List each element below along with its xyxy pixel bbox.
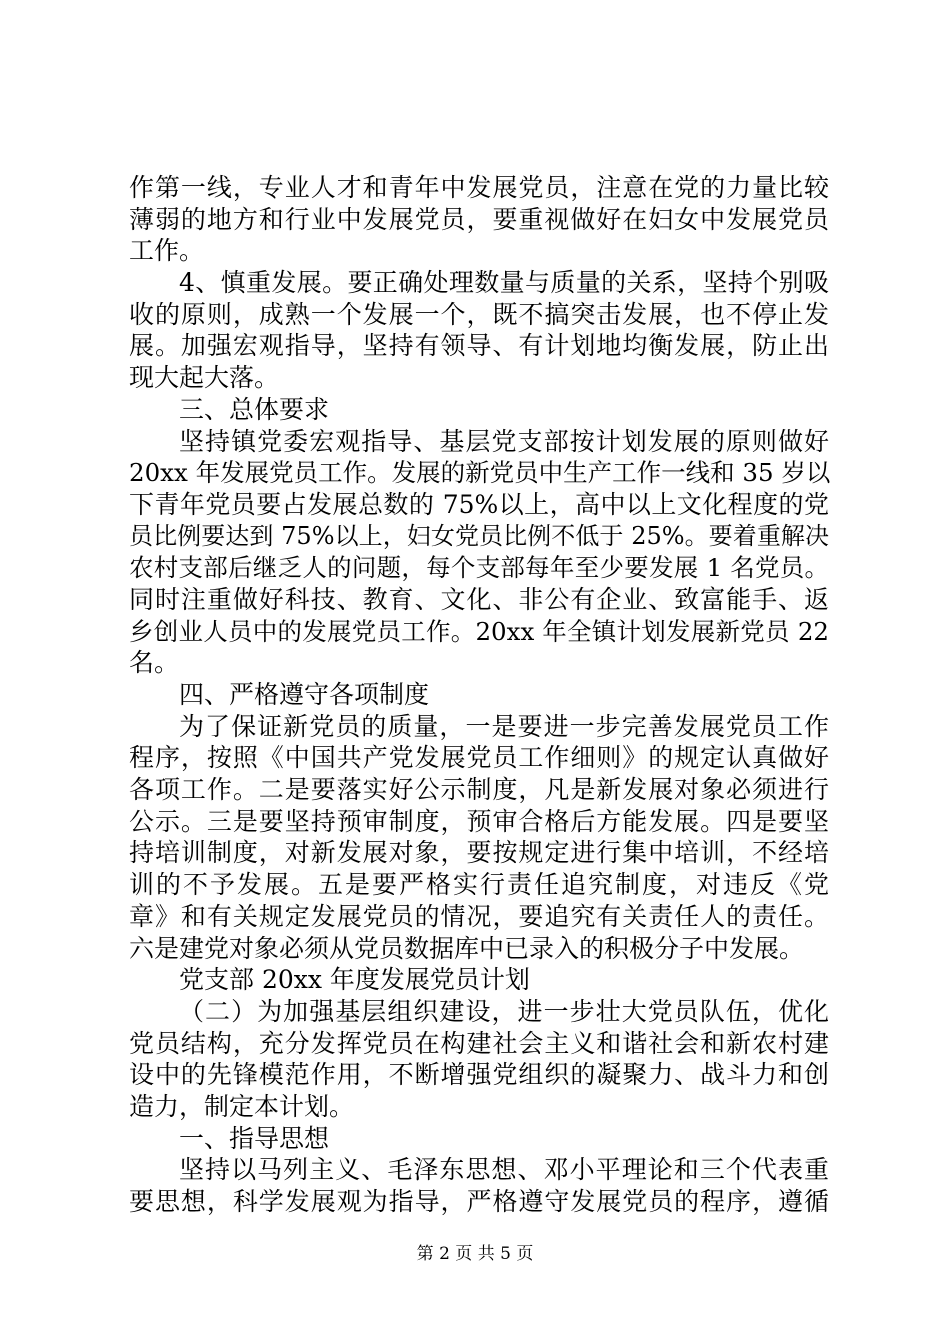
text-line: 党员结构，充分发挥党员在构建社会主义和谐社会和新农村建 xyxy=(129,1028,829,1058)
section-heading: 四、严格遵守各项制度 xyxy=(179,680,430,709)
text-line: 造力，制定本计划。 xyxy=(129,1091,355,1121)
paragraph-first-line: 坚持镇党委宏观指导、基层党支部按计划发展的原则做好 xyxy=(179,426,829,456)
text-line: 收的原则，成熟一个发展一个，既不搞突击发展，也不停止发 xyxy=(129,299,829,329)
section-title: 党支部 20xx 年度发展党员计划 xyxy=(179,965,530,995)
text-line: 名。 xyxy=(129,648,180,678)
section-heading: 三、总体要求 xyxy=(179,394,330,424)
text-line: 训的不予发展。五是要严格实行责任追究制度，对违反《党 xyxy=(129,870,829,900)
text-line: 下青年党员要占发展总数的 75%以上，高中以上文化程度的党 xyxy=(129,489,829,519)
page-number-footer: 第 2 页 共 5 页 xyxy=(416,1244,534,1264)
paragraph-first-line: 4、慎重发展。要正确处理数量与质量的关系，坚持个别吸 xyxy=(179,268,829,298)
text-line: 作第一线，专业人才和青年中发展党员，注意在党的力量比较 xyxy=(129,173,829,202)
text-line: 公示。三是要坚持预审制度，预审合格后方能发展。四是要坚 xyxy=(129,806,829,836)
section-heading: 一、指导思想 xyxy=(179,1123,330,1153)
text-line: 展。加强宏观指导，坚持有领导、有计划地均衡发展，防止出 xyxy=(129,331,829,361)
text-line: 乡创业人员中的发展党员工作。20xx 年全镇计划发展新党员 22 xyxy=(129,616,829,646)
text-line: 程序，按照《中国共产党发展党员工作细则》的规定认真做好 xyxy=(129,743,829,773)
paragraph-first-line: 为了保证新党员的质量，一是要进一步完善发展党员工作 xyxy=(179,711,829,741)
text-line: 同时注重做好科技、教育、文化、非公有企业、致富能手、返 xyxy=(129,584,829,614)
text-line: 章》和有关规定发展党员的情况，要追究有关责任人的责任。 xyxy=(129,901,829,931)
text-line: 各项工作。二是要落实好公示制度，凡是新发展对象必须进行 xyxy=(129,775,829,805)
text-line: 现大起大落。 xyxy=(129,363,280,393)
text-line: 农村支部后继乏人的问题，每个支部每年至少要发展 1 名党员。 xyxy=(129,553,829,583)
text-line: 员比例要达到 75%以上，妇女党员比例不低于 25%。要着重解决 xyxy=(129,521,829,550)
document-body xyxy=(129,172,829,1218)
text-line: 六是建党对象必须从党员数据库中已录入的积极分子中发展。 xyxy=(129,933,805,963)
paragraph-first-line: 坚持以马列主义、毛泽东思想、邓小平理论和三个代表重 xyxy=(179,1155,829,1185)
text-line: 薄弱的地方和行业中发展党员，要重视做好在妇女中发展党员 xyxy=(129,204,829,234)
paragraph-first-line: （二）为加强基层组织建设，进一步壮大党员队伍，优化 xyxy=(179,996,829,1026)
text-line: 要思想，科学发展观为指导，严格遵守发展党员的程序，遵循 xyxy=(129,1187,829,1216)
text-line: 设中的先锋模范作用，不断增强党组织的凝聚力、战斗力和创 xyxy=(129,1060,829,1090)
text-line: 20xx 年发展党员工作。发展的新党员中生产工作一线和 35 岁以 xyxy=(129,458,831,488)
text-line: 持培训制度，对新发展对象，要按规定进行集中培训，不经培 xyxy=(129,838,829,868)
text-line: 工作。 xyxy=(129,236,205,266)
